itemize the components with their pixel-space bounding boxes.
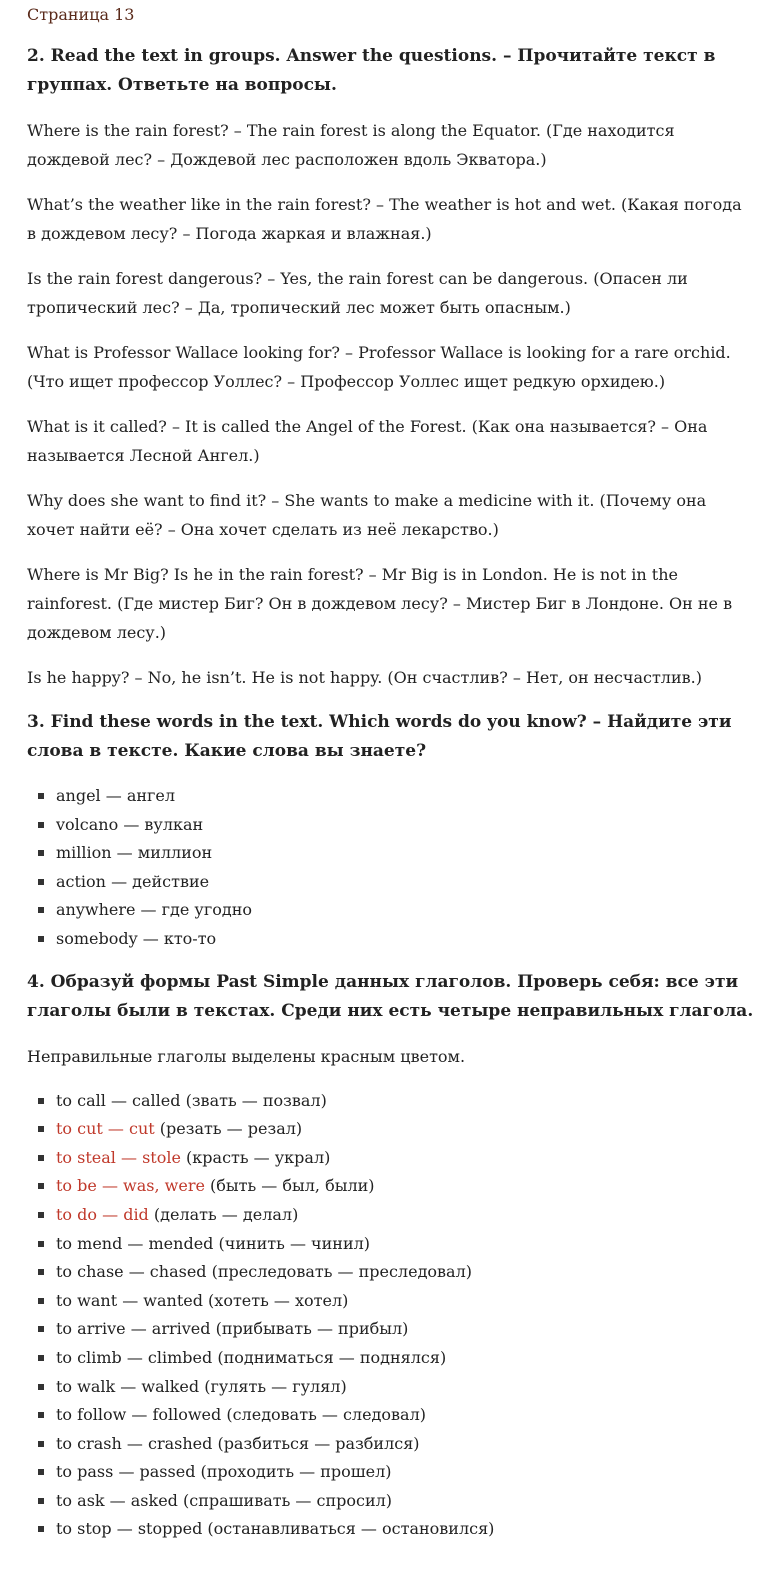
word-pair: million — миллион (56, 843, 213, 863)
verb-translation: (хотеть — хотел) (202, 1290, 349, 1310)
list-item (27, 868, 754, 897)
square-bullet-icon (38, 1326, 44, 1332)
verb-forms: to pass — passed (56, 1462, 196, 1482)
square-bullet-icon (38, 1469, 44, 1475)
list-item (27, 1315, 754, 1344)
verb-translation: (подниматься — поднялся) (212, 1347, 447, 1367)
verb-forms: to do — did (56, 1204, 149, 1224)
list-item (27, 811, 754, 840)
qa-paragraph: Why does she want to find it? – She wants to make a medicine with it. (Почему она хочет найти её? – Она хочет сделать из неё лекарство.) (27, 491, 707, 539)
verb-forms: to crash — crashed (56, 1433, 213, 1453)
qa-paragraph: Where is the rain forest? – The rain forest is along the Equator. (Где находится дождевой лес? – Дождевой лес расположен вдоль Экватора.) (27, 121, 675, 169)
verb-translation: (прибывать — прибыл) (210, 1319, 409, 1339)
verb-translation: (разбиться — разбился) (212, 1433, 420, 1453)
verb-translation: (гулять — гулял) (199, 1376, 347, 1396)
list-item (27, 925, 754, 954)
square-bullet-icon (38, 1441, 44, 1447)
verb-forms: to climb — climbed (56, 1347, 213, 1367)
verb-forms: to arrive — arrived (56, 1319, 211, 1339)
list-item (27, 1401, 754, 1430)
list-item (27, 1430, 754, 1459)
verb-forms: to mend — mended (56, 1233, 214, 1253)
qa-paragraph: Is he happy? – No, he isn’t. He is not happy. (Он счастлив? – Нет, он несчастлив.) (27, 668, 702, 687)
verb-forms-list (27, 1087, 754, 1545)
square-bullet-icon (38, 1498, 44, 1504)
list-item (27, 1201, 754, 1230)
square-bullet-icon (38, 850, 44, 856)
verb-translation: (преследовать — преследовал) (206, 1262, 472, 1282)
square-bullet-icon (38, 1212, 44, 1218)
list-item (27, 1144, 754, 1173)
square-bullet-icon (38, 1155, 44, 1161)
square-bullet-icon (38, 1384, 44, 1390)
square-bullet-icon (38, 1412, 44, 1418)
list-item (27, 1172, 754, 1201)
verb-translation: (звать — позвал) (180, 1090, 327, 1110)
page-number-header: Страница 13 (27, 5, 135, 24)
word-pair: anywhere — где угодно (56, 900, 253, 920)
qa-paragraph: What is Professor Wallace looking for? – Professor Wallace is looking for a rare orchid. (Что ищет профессор Уоллес? – Профессор Уоллес ищет редкую орхидею.) (27, 343, 731, 391)
list-item (27, 1373, 754, 1402)
verb-forms: to want — wanted (56, 1290, 203, 1310)
square-bullet-icon (38, 1355, 44, 1361)
list-item (27, 1458, 754, 1487)
qa-paragraph: Is the rain forest dangerous? – Yes, the rain forest can be dangerous. (Опасен ли тропический лес? – Да, тропический лес может быть опасным.) (27, 269, 688, 317)
verb-forms: to walk — walked (56, 1376, 200, 1396)
word-pair: volcano — вулкан (56, 814, 204, 834)
qa-paragraph: What’s the weather like in the rain forest? – The weather is hot and wet. (Какая погода в дождевом лесу? – Погода жаркая и влажная.) (27, 195, 742, 243)
list-item (27, 782, 754, 811)
word-pair: somebody — кто-то (56, 928, 217, 948)
verb-translation: (резать — резал) (154, 1119, 303, 1139)
list-item (27, 1115, 754, 1144)
task-2-heading: 2. Read the text in groups. Answer the questions. – Прочитайте текст в группах. Ответьте на вопросы. (27, 46, 716, 95)
list-item (27, 1287, 754, 1316)
square-bullet-icon (38, 907, 44, 913)
verb-forms: to cut — cut (56, 1119, 155, 1139)
verb-forms: to be — was, were (56, 1176, 205, 1196)
list-item (27, 1515, 754, 1544)
verb-forms: to follow — followed (56, 1405, 222, 1425)
article-page (0, 3, 778, 1585)
verb-forms: to call — called (56, 1090, 181, 1110)
task-4-heading: 4. Образуй формы Past Simple данных глаголов. Проверь себя: все эти глаголы были в текстах. Среди них есть четыре неправильных глагола. (27, 971, 754, 1021)
square-bullet-icon (38, 879, 44, 885)
list-item (27, 1258, 754, 1287)
square-bullet-icon (38, 936, 44, 942)
verb-forms: to steal — stole (56, 1147, 181, 1167)
square-bullet-icon (38, 793, 44, 799)
square-bullet-icon (38, 1126, 44, 1132)
list-item (27, 1230, 754, 1259)
list-item (27, 896, 754, 925)
verb-forms: to chase — chased (56, 1262, 207, 1282)
irregular-verbs-note: Неправильные глаголы выделены красным цветом. (27, 1046, 466, 1066)
square-bullet-icon (38, 1269, 44, 1275)
verb-translation: (делать — делал) (148, 1204, 299, 1224)
verb-translation: (красть — украл) (180, 1147, 331, 1167)
vocabulary-list (27, 782, 754, 954)
word-pair: action — действие (56, 871, 210, 891)
verb-forms: to stop — stopped (56, 1519, 203, 1539)
verb-forms: to ask — asked (56, 1490, 178, 1510)
qa-paragraph: Where is Mr Big? Is he in the rain forest? – Mr Big is in London. He is not in the rainforest. (Где мистер Биг? Он в дождевом лесу? – Мистер Биг в Лондоне. Он не в дождевом лесу.) (27, 565, 733, 642)
list-item (27, 1344, 754, 1373)
verb-translation: (спрашивать — спросил) (177, 1490, 393, 1510)
task-3-heading: 3. Find these words in the text. Which words do you know? – Найдите эти слова в тексте. Какие слова вы знаете? (27, 712, 732, 761)
square-bullet-icon (38, 1298, 44, 1304)
qa-paragraph: What is it called? – It is called the Angel of the Forest. (Как она называется? – Она называется Лесной Ангел.) (27, 417, 708, 465)
square-bullet-icon (38, 822, 44, 828)
square-bullet-icon (38, 1183, 44, 1189)
verb-translation: (проходить — прошел) (195, 1462, 392, 1482)
list-item (27, 1087, 754, 1116)
word-pair: angel — ангел (56, 786, 176, 805)
square-bullet-icon (38, 1526, 44, 1532)
verb-translation: (быть — был, были) (204, 1176, 375, 1196)
verb-translation: (останавливаться — остановился) (202, 1519, 495, 1539)
list-item (27, 1487, 754, 1516)
square-bullet-icon (38, 1241, 44, 1247)
verb-translation: (чинить — чинил) (213, 1233, 371, 1253)
square-bullet-icon (38, 1098, 44, 1104)
list-item (27, 839, 754, 868)
verb-translation: (следовать — следовал) (221, 1405, 426, 1425)
